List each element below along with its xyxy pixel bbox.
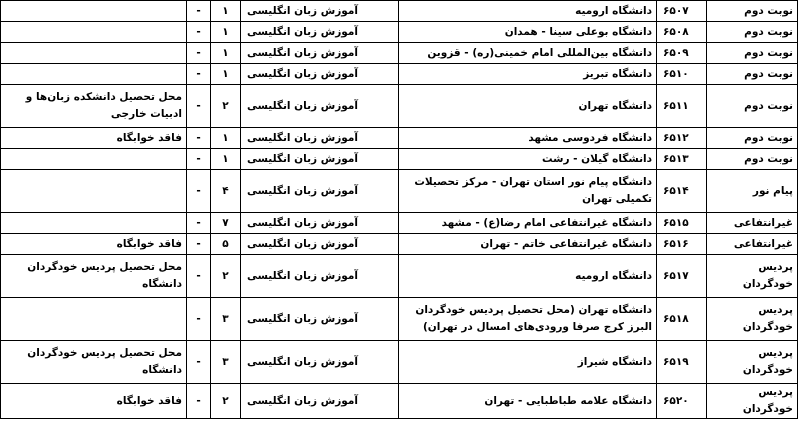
program-code-cell: ۶۵۱۶ bbox=[657, 234, 707, 255]
university-cell: دانشگاه غیرانتفاعی امام رضا(ع) - مشهد bbox=[399, 213, 657, 234]
note-cell: فاقد خوابگاه bbox=[1, 234, 187, 255]
program-type-cell: پردیس خودگردان bbox=[707, 341, 798, 384]
university-cell: دانشگاه گیلان - رشت bbox=[399, 149, 657, 170]
program-code-cell: ۶۵۱۷ bbox=[657, 255, 707, 298]
dash-cell: - bbox=[187, 255, 211, 298]
university-cell: دانشگاه بوعلی سینا - همدان bbox=[399, 22, 657, 43]
capacity-cell: ۳ bbox=[211, 298, 241, 341]
field-cell: آموزش زبان انگلیسی bbox=[241, 43, 399, 64]
field-cell: آموزش زبان انگلیسی bbox=[241, 341, 399, 384]
university-cell: دانشگاه پیام نور استان تهران - مرکز تحصیلات تکمیلی تهران bbox=[399, 170, 657, 213]
program-code-cell: ۶۵۲۰ bbox=[657, 384, 707, 419]
table-row bbox=[1, 255, 798, 298]
capacity-cell: ۵ bbox=[211, 234, 241, 255]
program-code-cell: ۶۵۱۹ bbox=[657, 341, 707, 384]
university-cell: دانشگاه شیراز bbox=[399, 341, 657, 384]
note-cell: فاقد خوابگاه bbox=[1, 384, 187, 419]
dash-cell: - bbox=[187, 1, 211, 22]
dash-cell: - bbox=[187, 85, 211, 128]
note-cell: محل تحصیل پردیس خودگردان دانشگاه bbox=[1, 341, 187, 384]
capacity-cell: ۱ bbox=[211, 1, 241, 22]
table-row bbox=[1, 64, 798, 85]
note-cell: فاقد خوابگاه bbox=[1, 128, 187, 149]
university-cell: دانشگاه تهران (محل تحصیل پردیس خودگردان البرز کرج صرفا ورودی‌های امسال در تهران) bbox=[399, 298, 657, 341]
university-cell: دانشگاه غیرانتفاعی خاتم - تهران bbox=[399, 234, 657, 255]
note-cell bbox=[1, 64, 187, 85]
university-cell: دانشگاه تبریز bbox=[399, 64, 657, 85]
note-cell bbox=[1, 149, 187, 170]
note-cell bbox=[1, 1, 187, 22]
dash-cell: - bbox=[187, 384, 211, 419]
table-row bbox=[1, 234, 798, 255]
program-code-cell: ۶۵۰۹ bbox=[657, 43, 707, 64]
program-type-cell: غیرانتفاعی bbox=[707, 213, 798, 234]
table-row bbox=[1, 149, 798, 170]
program-type-cell: پیام نور bbox=[707, 170, 798, 213]
table-row bbox=[1, 298, 798, 341]
dash-cell: - bbox=[187, 213, 211, 234]
field-cell: آموزش زبان انگلیسی bbox=[241, 298, 399, 341]
program-code-cell: ۶۵۱۰ bbox=[657, 64, 707, 85]
capacity-cell: ۲ bbox=[211, 85, 241, 128]
field-cell: آموزش زبان انگلیسی bbox=[241, 255, 399, 298]
capacity-cell: ۱ bbox=[211, 43, 241, 64]
table-row bbox=[1, 85, 798, 128]
capacity-cell: ۱ bbox=[211, 64, 241, 85]
capacity-cell: ۲ bbox=[211, 384, 241, 419]
capacity-cell: ۳ bbox=[211, 341, 241, 384]
note-cell bbox=[1, 213, 187, 234]
capacity-cell: ۷ bbox=[211, 213, 241, 234]
program-type-cell: نوبت دوم bbox=[707, 1, 798, 22]
capacity-cell: ۱ bbox=[211, 22, 241, 43]
university-cell: دانشگاه علامه طباطبایی - تهران bbox=[399, 384, 657, 419]
program-type-cell: نوبت دوم bbox=[707, 43, 798, 64]
dash-cell: - bbox=[187, 149, 211, 170]
program-type-cell: غیرانتفاعی bbox=[707, 234, 798, 255]
table-row bbox=[1, 128, 798, 149]
field-cell: آموزش زبان انگلیسی bbox=[241, 1, 399, 22]
dash-cell: - bbox=[187, 170, 211, 213]
note-cell: محل تحصیل پردیس خودگردان دانشگاه bbox=[1, 255, 187, 298]
note-cell bbox=[1, 22, 187, 43]
table-row bbox=[1, 170, 798, 213]
program-type-cell: پردیس خودگردان bbox=[707, 255, 798, 298]
field-cell: آموزش زبان انگلیسی bbox=[241, 234, 399, 255]
table-row bbox=[1, 43, 798, 64]
capacity-cell: ۱ bbox=[211, 149, 241, 170]
program-code-cell: ۶۵۱۳ bbox=[657, 149, 707, 170]
dash-cell: - bbox=[187, 234, 211, 255]
field-cell: آموزش زبان انگلیسی bbox=[241, 22, 399, 43]
note-cell bbox=[1, 298, 187, 341]
program-type-cell: نوبت دوم bbox=[707, 64, 798, 85]
dash-cell: - bbox=[187, 64, 211, 85]
university-cell: دانشگاه ارومیه bbox=[399, 1, 657, 22]
field-cell: آموزش زبان انگلیسی bbox=[241, 170, 399, 213]
university-cell: دانشگاه ارومیه bbox=[399, 255, 657, 298]
field-cell: آموزش زبان انگلیسی bbox=[241, 85, 399, 128]
university-cell: دانشگاه بین‌المللی امام خمینی(ره) - قزوین bbox=[399, 43, 657, 64]
dash-cell: - bbox=[187, 298, 211, 341]
program-type-cell: پردیس خودگردان bbox=[707, 384, 798, 419]
program-type-cell: نوبت دوم bbox=[707, 22, 798, 43]
table-row bbox=[1, 213, 798, 234]
program-type-cell: پردیس خودگردان bbox=[707, 298, 798, 341]
note-cell bbox=[1, 43, 187, 64]
capacity-cell: ۴ bbox=[211, 170, 241, 213]
university-cell: دانشگاه فردوسی مشهد bbox=[399, 128, 657, 149]
program-type-cell: نوبت دوم bbox=[707, 149, 798, 170]
capacity-cell: ۲ bbox=[211, 255, 241, 298]
program-code-cell: ۶۵۱۸ bbox=[657, 298, 707, 341]
field-cell: آموزش زبان انگلیسی bbox=[241, 128, 399, 149]
field-cell: آموزش زبان انگلیسی bbox=[241, 149, 399, 170]
field-cell: آموزش زبان انگلیسی bbox=[241, 213, 399, 234]
capacity-cell: ۱ bbox=[211, 128, 241, 149]
dash-cell: - bbox=[187, 43, 211, 64]
program-code-cell: ۶۵۱۴ bbox=[657, 170, 707, 213]
field-cell: آموزش زبان انگلیسی bbox=[241, 64, 399, 85]
table-row bbox=[1, 341, 798, 384]
field-cell: آموزش زبان انگلیسی bbox=[241, 384, 399, 419]
university-cell: دانشگاه تهران bbox=[399, 85, 657, 128]
table-row bbox=[1, 1, 798, 22]
table-row bbox=[1, 384, 798, 419]
program-code-cell: ۶۵۱۲ bbox=[657, 128, 707, 149]
program-code-cell: ۶۵۰۸ bbox=[657, 22, 707, 43]
note-cell bbox=[1, 170, 187, 213]
dash-cell: - bbox=[187, 22, 211, 43]
program-code-cell: ۶۵۱۵ bbox=[657, 213, 707, 234]
table-body bbox=[1, 1, 798, 419]
dash-cell: - bbox=[187, 128, 211, 149]
program-type-cell: نوبت دوم bbox=[707, 128, 798, 149]
program-code-cell: ۶۵۱۱ bbox=[657, 85, 707, 128]
note-cell: محل تحصیل دانشکده زبان‌ها و ادبیات خارجی bbox=[1, 85, 187, 128]
program-code-cell: ۶۵۰۷ bbox=[657, 1, 707, 22]
table-row bbox=[1, 22, 798, 43]
dash-cell: - bbox=[187, 341, 211, 384]
program-type-cell: نوبت دوم bbox=[707, 85, 798, 128]
